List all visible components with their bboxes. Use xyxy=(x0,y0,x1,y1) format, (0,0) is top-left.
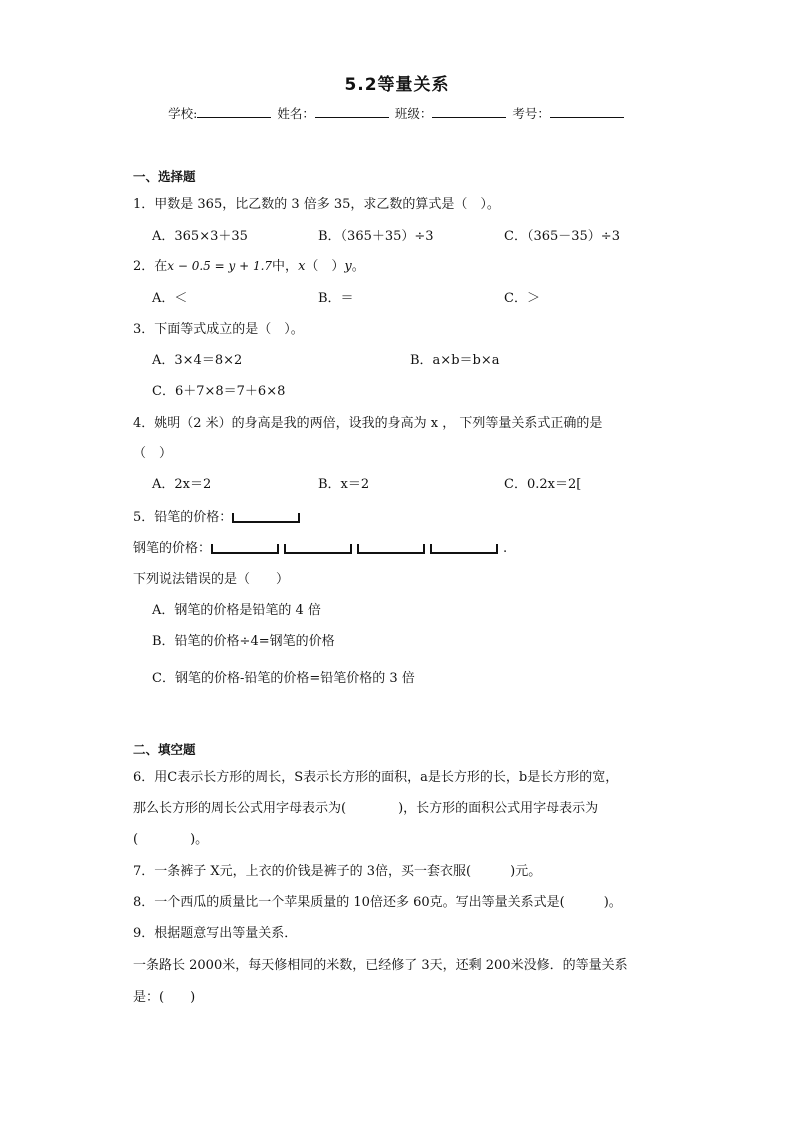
pen-price-segment-4 xyxy=(430,544,498,554)
section-heading-fill: 二、填空题 xyxy=(133,742,196,757)
class-label: 班级： xyxy=(394,106,433,121)
question-2-blank[interactable]: （ ） xyxy=(305,259,345,274)
question-7: 7．一条裤子 X元，上衣的价钱是裤子的 3倍，买一套衣服( )元。 xyxy=(133,864,542,879)
question-4-option-b[interactable]: B．x＝2 xyxy=(318,477,370,492)
question-1-option-b[interactable]: B．（365＋35）÷3 xyxy=(318,229,434,244)
exam-number-blank[interactable] xyxy=(550,104,624,118)
question-6-line2: 那么长方形的周长公式用字母表示为( )，长方形的面积公式用字母表示为 xyxy=(133,801,599,816)
question-5-option-a[interactable]: A．钢笔的价格是铅笔的 4 倍 xyxy=(152,603,321,618)
student-info-row xyxy=(0,104,794,122)
school-label: 学校: xyxy=(168,106,198,121)
question-1-option-a[interactable]: A．365×3＋35 xyxy=(152,229,248,244)
question-3-option-c[interactable]: C．6＋7×8＝7＋6×8 xyxy=(152,384,286,399)
question-9-line2: 一条路长 2000米，每天修相同的米数，已经修了 3天，还剩 200米没修．的等量关系 xyxy=(133,958,628,973)
question-5-question: 下列说法错误的是（ ） xyxy=(133,572,290,587)
question-6-line1: 6．用C表示长方形的周长，S表示长方形的面积，a是长方形的长，b是长方形的宽， xyxy=(133,770,619,785)
question-2-middle: 中， xyxy=(272,259,299,274)
question-9-line1: 9．根据题意写出等量关系． xyxy=(133,926,298,941)
question-3-option-b[interactable]: B．a×b＝b×a xyxy=(410,353,500,368)
question-9-line3: 是：( ) xyxy=(133,990,196,1005)
question-4-stem-line1: 4．姚明（2 米）的身高是我的两倍，设我的身高为 x ， 下列等量关系式正确的是 xyxy=(133,416,603,431)
pen-price-segment-2 xyxy=(284,544,352,554)
question-2-option-a[interactable]: A．＜ xyxy=(152,291,188,306)
question-5-option-b[interactable]: B．铅笔的价格÷4=钢笔的价格 xyxy=(152,634,335,649)
section-heading-choice: 一、选择题 xyxy=(133,169,196,184)
pen-price-segment-1 xyxy=(211,544,279,554)
question-2-stem xyxy=(133,255,365,274)
question-5-pen-label: 钢笔的价格： xyxy=(133,541,212,556)
question-6-line3: ( )。 xyxy=(133,832,209,847)
exam-number-label: 考号： xyxy=(512,106,550,121)
question-1-stem: 1．甲数是 365，比乙数的 3 倍多 35，求乙数的算式是（ ）。 xyxy=(133,197,500,212)
name-blank[interactable] xyxy=(315,104,389,118)
question-2-equation: x − 0.5 = y + 1.7 xyxy=(167,259,273,273)
question-4-option-a[interactable]: A．2x＝2 xyxy=(152,477,212,492)
school-blank[interactable] xyxy=(197,104,271,118)
question-5-pencil-row xyxy=(133,506,305,525)
question-3-stem: 3．下面等式成立的是（ ）。 xyxy=(133,322,304,337)
name-label: 姓名： xyxy=(277,106,315,121)
question-8: 8．一个西瓜的质量比一个苹果质量的 10倍还多 60克。写出等量关系式是( )。 xyxy=(133,895,622,910)
question-4-option-c[interactable]: C．0.2x＝2[ xyxy=(504,477,582,492)
question-5-pen-suffix: . xyxy=(503,541,508,556)
question-5-option-c[interactable]: C．钢笔的价格-铅笔的价格=铅笔价格的 3 倍 xyxy=(152,671,415,686)
page-title: 5.2等量关系 xyxy=(344,75,450,95)
question-4-stem-line2: （ ） xyxy=(133,446,173,461)
question-2-option-c[interactable]: C．＞ xyxy=(504,291,540,306)
question-2-option-b[interactable]: B．＝ xyxy=(318,291,354,306)
question-2-prefix: 2．在 xyxy=(133,259,168,274)
question-2-var-x: x xyxy=(298,259,306,274)
question-5-pencil-label: 5．铅笔的价格： xyxy=(133,510,233,525)
question-3-option-a[interactable]: A．3×4＝8×2 xyxy=(152,353,243,368)
question-2-suffix: 。 xyxy=(351,259,365,274)
question-2-var-y: y xyxy=(344,259,352,274)
question-5-pen-row xyxy=(133,537,507,556)
pencil-price-segment xyxy=(232,513,300,523)
class-blank[interactable] xyxy=(432,104,506,118)
question-1-option-c[interactable]: C．（365－35）÷3 xyxy=(504,229,620,244)
pen-price-segment-3 xyxy=(357,544,425,554)
